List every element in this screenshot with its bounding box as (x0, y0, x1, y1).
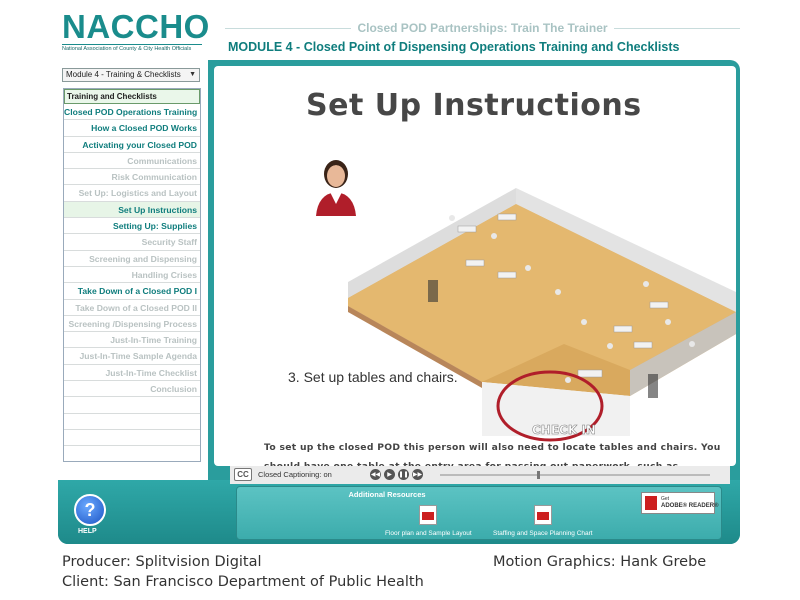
floor-plan-illustration (348, 174, 736, 436)
client-credit: Client: San Francisco Department of Public Health (62, 574, 424, 590)
player-controls (230, 466, 730, 484)
check-in-label: CHECK IN (532, 423, 596, 437)
closed-caption-icon[interactable]: CC (234, 468, 252, 481)
sidebar-item: Just-In-Time Training (64, 332, 200, 348)
adobe-reader-label: ADOBE® READER® (661, 503, 719, 509)
question-mark-icon: ? (84, 500, 96, 520)
sidebar-item[interactable]: Setting Up: Supplies (64, 218, 200, 234)
slide-caption: 3. Set up tables and chairs. (288, 369, 458, 385)
fast-forward-icon[interactable]: ▶▶ (412, 471, 423, 478)
sidebar-item[interactable]: Take Down of a Closed POD I (64, 283, 200, 299)
module-dropdown-value: Module 4 - Training & Checklists (66, 70, 181, 79)
divider (225, 28, 351, 29)
resource-label: Staffing and Space Planning Chart (493, 530, 593, 537)
closed-caption-label: Closed Captioning: on (258, 470, 332, 479)
staffing-chart-pdf-link[interactable] (493, 505, 593, 537)
sidebar-item: Security Staff (64, 234, 200, 250)
sidebar-item: Screening /Dispensing Process (64, 316, 200, 332)
sidebar-item[interactable]: Closed POD Operations Training (64, 104, 200, 120)
rewind-icon[interactable]: ◀◀ (370, 471, 381, 478)
chevron-down-icon: ▼ (189, 71, 196, 78)
adobe-get-label: Get (661, 496, 670, 502)
naccho-logo (62, 8, 210, 52)
sidebar-item: Communications (64, 153, 200, 169)
additional-resources-panel (236, 486, 722, 540)
floor-plan-pdf-link[interactable] (385, 505, 472, 537)
sidebar-item: Conclusion (64, 381, 200, 397)
progress-track[interactable] (440, 474, 710, 476)
module-dropdown[interactable] (62, 68, 200, 82)
help-label: HELP (78, 528, 97, 535)
sidebar-item: Handling Crises (64, 267, 200, 283)
sidebar-item: Just-In-Time Sample Agenda (64, 348, 200, 364)
sidebar-item[interactable]: Activating your Closed POD (64, 137, 200, 153)
sidebar-empty-row (64, 397, 200, 413)
sidebar-item[interactable]: How a Closed POD Works (64, 120, 200, 136)
course-title-bar (225, 19, 740, 37)
sidebar-item: Set Up: Logistics and Layout (64, 185, 200, 201)
sidebar-nav (63, 88, 201, 462)
progress-thumb[interactable] (537, 471, 540, 479)
sidebar-item: Risk Communication (64, 169, 200, 185)
play-icon[interactable]: ▶ (384, 469, 395, 480)
sidebar-empty-row (64, 430, 200, 446)
pdf-icon (534, 505, 552, 525)
slide-title: Set Up Instructions (306, 88, 642, 123)
divider (614, 28, 740, 29)
pause-icon[interactable]: ❚❚ (398, 471, 409, 478)
sidebar-item: Screening and Dispensing (64, 251, 200, 267)
motion-graphics-credit: Motion Graphics: Hank Grebe (493, 554, 707, 570)
sidebar-item[interactable]: Set Up Instructions (64, 202, 200, 218)
logo-subtitle: National Association of County & City Health Officials (62, 44, 202, 52)
resources-title: Additional Resources (348, 490, 426, 499)
logo-text: NACCHO (62, 8, 210, 45)
sidebar-item: Take Down of a Closed POD II (64, 300, 200, 316)
slide-content (214, 66, 736, 466)
module-title: MODULE 4 - Closed Point of Dispensing Operations Training and Checklists (228, 40, 680, 54)
producer-credit: Producer: Splitvision Digital (62, 554, 262, 570)
help-button[interactable] (74, 494, 106, 526)
pdf-icon (419, 505, 437, 525)
narration-text: To set up the closed POD this person will also need to locate tables and chairs. You (264, 442, 721, 453)
adobe-logo-icon (645, 496, 657, 510)
sidebar-header: Training and Checklists (64, 89, 200, 104)
course-title: Closed POD Partnerships: Train The Trainer (357, 21, 608, 35)
sidebar-item: Just-In-Time Checklist (64, 365, 200, 381)
adobe-reader-button[interactable] (641, 492, 719, 514)
sidebar-empty-row (64, 414, 200, 430)
resource-label: Floor plan and Sample Layout (385, 530, 472, 537)
